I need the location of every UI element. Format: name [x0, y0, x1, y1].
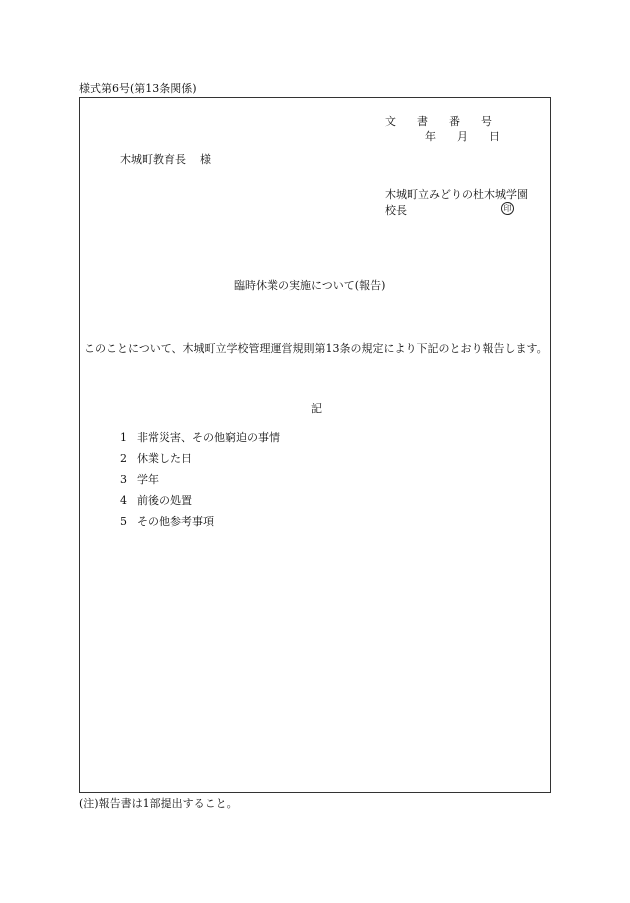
doc-number-char: 番	[449, 115, 460, 128]
item-number: 4	[120, 494, 127, 507]
doc-number-char: 書	[417, 115, 428, 128]
date-day-label: 日	[489, 130, 500, 143]
seal-icon: 印	[501, 202, 514, 215]
addressee	[120, 154, 211, 165]
document-title: 臨時休業の実施について(報告)	[234, 279, 386, 292]
ki-heading: 記	[311, 402, 322, 415]
item-number: 2	[120, 452, 127, 465]
doc-number-char: 号	[481, 115, 492, 128]
report-items-list	[120, 432, 280, 537]
doc-number-char: 文	[385, 115, 396, 128]
list-item	[120, 516, 280, 537]
item-text: 非常災害、その他窮迫の事情	[137, 431, 280, 444]
date-year-label: 年	[425, 130, 436, 143]
list-item	[120, 495, 280, 516]
sender-school-name: 木城町立みどりの杜木城学園	[385, 188, 528, 201]
item-number: 3	[120, 473, 127, 486]
document-number-line	[385, 116, 492, 127]
item-number: 1	[120, 431, 127, 444]
body-text: このことについて、木城町立学校管理運営規則第13条の規定により下記のとおり報告します。	[84, 342, 548, 355]
list-item	[120, 453, 280, 474]
item-number: 5	[120, 515, 127, 528]
addressee-honorific: 様	[200, 153, 211, 166]
item-text: その他参考事項	[137, 515, 214, 528]
addressee-name: 木城町教育長	[120, 153, 186, 166]
form-number-label: 様式第6号(第13条関係)	[79, 82, 197, 95]
date-line	[425, 131, 500, 142]
item-text: 学年	[137, 473, 159, 486]
item-text: 休業した日	[137, 452, 192, 465]
list-item	[120, 432, 280, 453]
footnote: (注)報告書は1部提出すること。	[79, 797, 238, 810]
sender-title: 校長	[385, 204, 407, 217]
list-item	[120, 474, 280, 495]
date-month-label: 月	[457, 130, 468, 143]
item-text: 前後の処置	[137, 494, 192, 507]
